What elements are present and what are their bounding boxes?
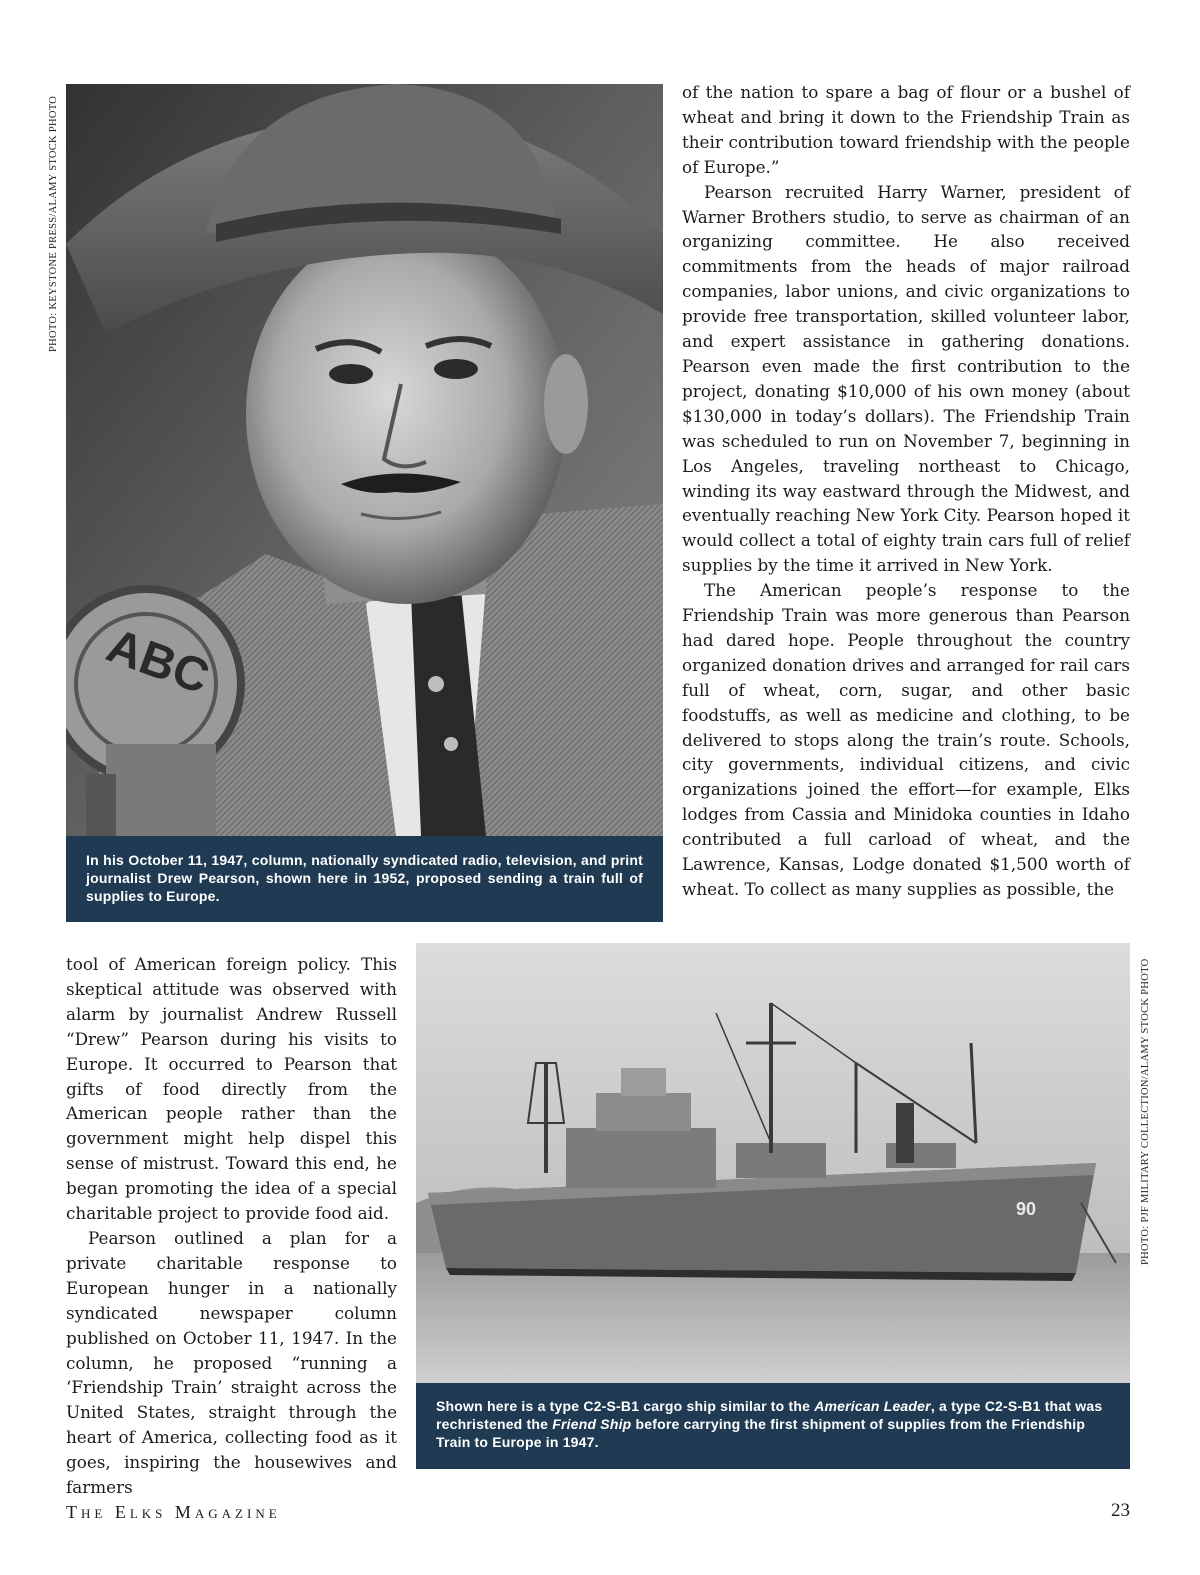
magazine-title: The Elks Magazine (66, 1502, 281, 1522)
photo-credit-top: PHOTO: KEYSTONE PRESS/ALAMY STOCK PHOTO (48, 95, 59, 352)
paragraph: Pearson outlined a plan for a private charitable response to European hunger in a nationally syndicated newspaper column published on October 11, 1947. In the column, he proposed “running a ‘Friendship Train’ straight across the United States, straight through the heart of America, collecting food as it goes, inspiring the housewives and farmers (66, 1227, 397, 1498)
ship-caption-name-american-leader: American Leader (814, 1398, 931, 1414)
ship-caption-text-1: Shown here is a type C2-S-B1 cargo ship similar to the (436, 1398, 815, 1414)
ship-caption-name-friend-ship: Friend Ship (552, 1416, 632, 1432)
mic-label: ABC (99, 619, 216, 705)
pearson-portrait-illustration (66, 84, 663, 836)
cargo-ship-illustration (416, 943, 1130, 1383)
article-column-right (682, 80, 1130, 902)
cargo-ship-photo (416, 943, 1130, 1383)
page-number: 23 (1111, 1500, 1130, 1521)
ship-caption-text-2: , a type C2-S-B1 that was rechristened the (436, 1398, 1103, 1432)
article-column-left (66, 952, 397, 1500)
ship-caption-text-3: before carrying the first shipment of supplies from the Friendship Train to Europe in 1947. (436, 1416, 1086, 1450)
paragraph: of the nation to spare a bag of flour or a bushel of wheat and bring it down to the Friendship Train as their contribution toward friendship with the people of Europe.” (682, 82, 1130, 177)
paragraph: tool of American foreign policy. This skeptical attitude was observed with alarm by journalist Andrew Russell “Drew” Pearson during his visits to Europe. It occurred to Pearson that gifts of food directly from the American people rather than the government might help dispel this sense of mistrust. Toward this end, he began promoting the idea of a special charitable project to provide food aid. (66, 954, 397, 1224)
paragraph: Pearson recruited Harry Warner, president of Warner Brothers studio, to serve as chairman of an organizing committee. He also received commitments from the heads of major railroad companies, labor unions, and civic organizations to provide free transportation, skilled volunteer labor, and expert assistance in gathering donations. Pearson even made the first contribution to the project, donating $10,000 of his own money (about $130,000 in today’s dollars). The Friendship Train was scheduled to run on November 7, beginning in Los Angeles, traveling northeast to Chicago, winding its way eastward through the Midwest, and eventually reaching New York City. Pearson hoped it would collect a total of eighty train cars full of relief supplies by the time it arrived in New York. (682, 181, 1130, 576)
hull-number: 90 (1016, 1199, 1037, 1219)
pearson-portrait-photo (66, 84, 663, 836)
photo-credit-bottom: PHOTO: PJF MILITARY COLLECTION/ALAMY STOCK PHOTO (1140, 958, 1151, 1265)
paragraph: The American people’s response to the Friendship Train was more generous than Pearson had dared hope. People throughout the country organized donation drives and arranged for rail cars full of wheat, corn, sugar, and other basic foodstuffs, as well as medicine and clothing, to be delivered to stops along the train’s route. Schools, city governments, individual citizens, and civic organizations joined the effort—for example, Elks lodges from Cassia and Minidoka counties in Idaho contributed a full carload of wheat, and the Lawrence, Kansas, Lodge donated $1,500 worth of wheat. To collect as many supplies as possible, the (682, 580, 1130, 899)
ship-caption (416, 1383, 1130, 1469)
portrait-caption: In his October 11, 1947, column, nationally syndicated radio, television, and print journalist Drew Pearson, shown here in 1952, proposed sending a train full of supplies to Europe. (66, 836, 663, 922)
